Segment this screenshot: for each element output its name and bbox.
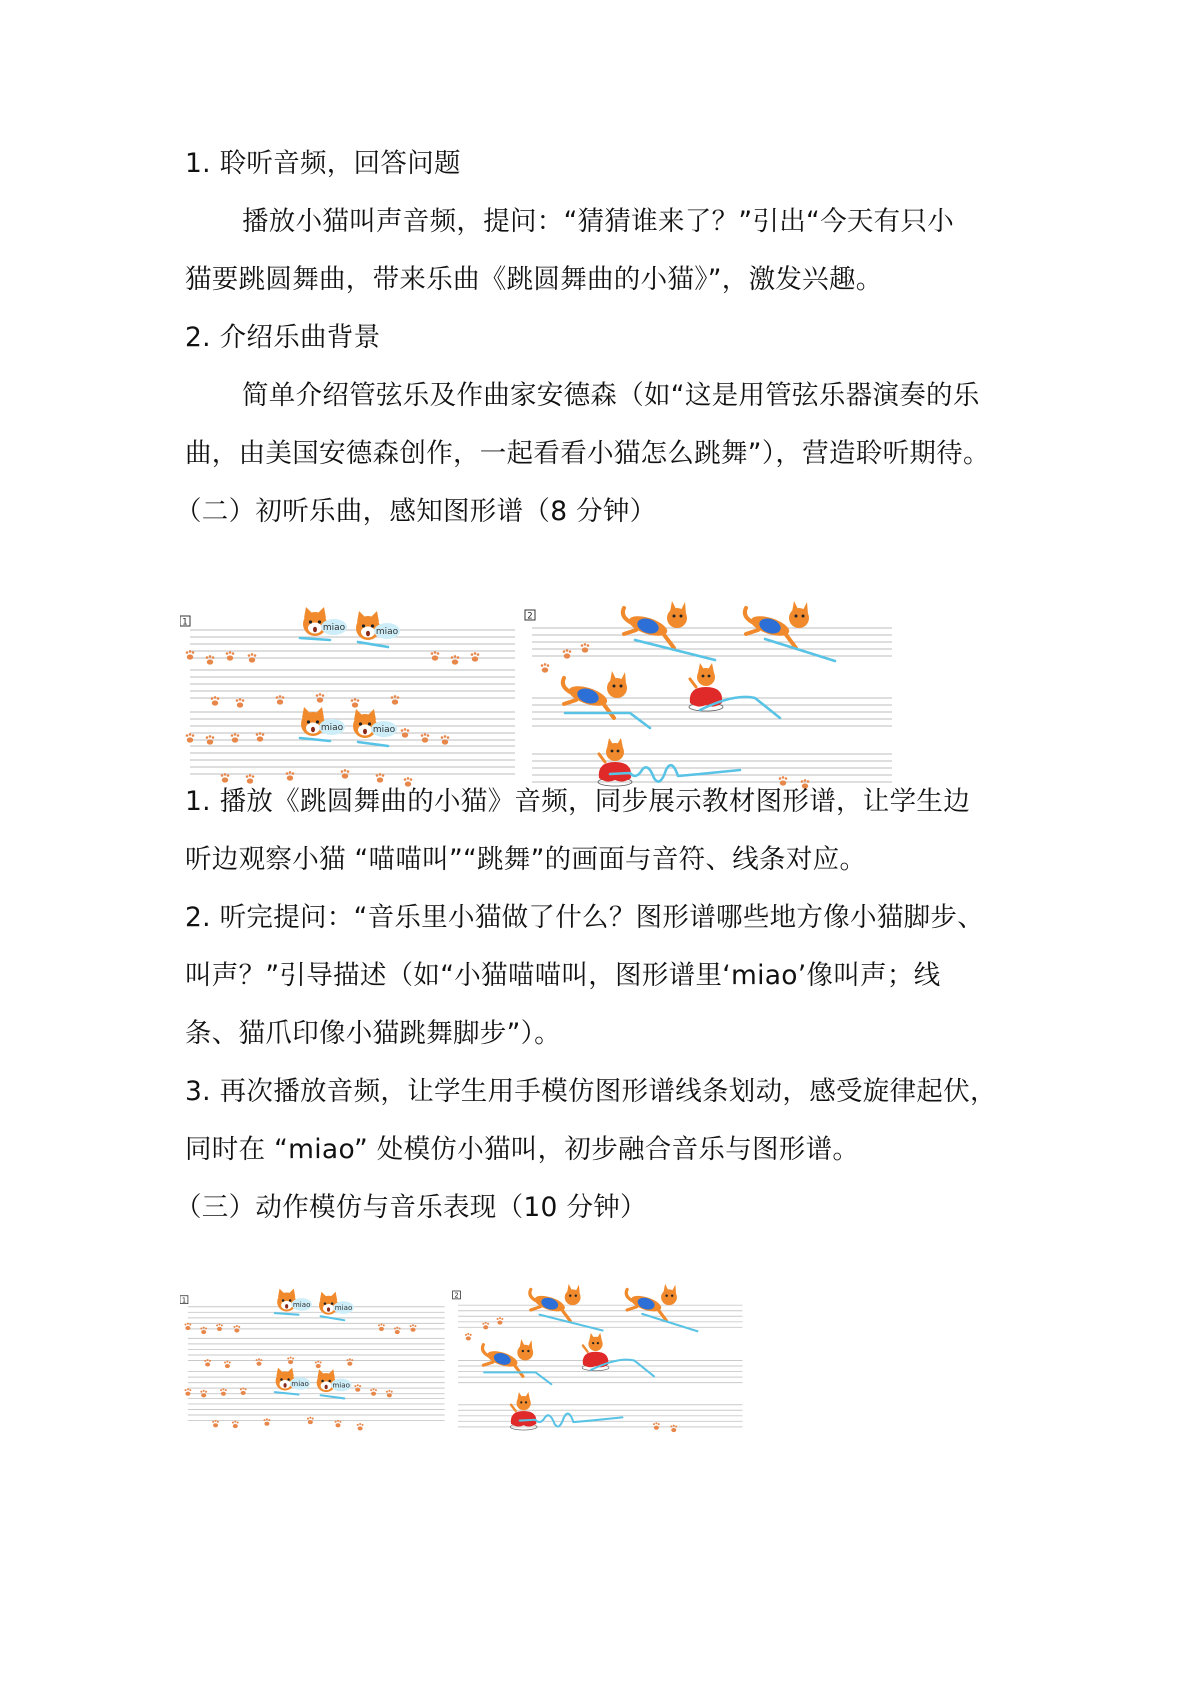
paw-print-icon: [410, 1324, 417, 1332]
melody-line: [539, 1315, 602, 1331]
cat-face-icon: [353, 709, 397, 738]
paw-print-icon: [451, 655, 460, 665]
paw-print-icon: [376, 773, 385, 783]
paw-print-icon: [185, 1388, 192, 1396]
paw-print-icon: [581, 643, 590, 653]
paragraph-line: 3. 再次播放音频，让学生用手模仿图形谱线条划动，感受旋律起伏，: [185, 1076, 997, 1107]
swimming-cat-icon: [623, 601, 687, 648]
paragraph-line: 播放小猫叫声音频，提问：“猜猜谁来了？”引出“今天有只小: [242, 206, 955, 237]
paw-print-icon: [357, 1423, 364, 1431]
paragraph-line: 曲，由美国安德森创作，一起看看小猫怎么跳舞”），营造聆听期待。: [185, 438, 990, 469]
heading-listen: 1. 聆听音频，回答问题: [185, 148, 461, 179]
paragraph-line: 叫声？”引导描述（如“小猫喵喵叫，图形谱里‘miao’像叫声；线: [185, 960, 941, 991]
paw-print-icon: [236, 698, 245, 708]
cat-face-icon: [317, 1369, 352, 1392]
paw-print-icon: [653, 1422, 660, 1430]
paw-print-icon: [394, 1327, 401, 1335]
score-group: [180, 1284, 742, 1432]
paw-print-icon: [497, 1317, 504, 1325]
swimming-cat-icon: [530, 1284, 581, 1321]
paw-print-icon: [264, 1418, 271, 1426]
paragraph-line: 猫要跳圆舞曲，带来乐曲《跳圆舞曲的小猫》”，激发兴趣。: [185, 264, 883, 295]
dancing-cat-icon: [510, 1392, 537, 1430]
swimming-cat-icon: [745, 601, 809, 648]
paw-print-icon: [216, 1323, 223, 1331]
paw-print-icon: [346, 1358, 353, 1366]
miao-label: miao: [334, 1302, 353, 1312]
miao-label: miao: [320, 723, 344, 733]
miao-label: miao: [372, 725, 396, 735]
paragraph-line: 同时在 “miao” 处模仿小猫叫，初步融合音乐与图形谱。: [185, 1134, 860, 1165]
score-panel-2: [525, 601, 892, 789]
cat-face-icon: [277, 1289, 312, 1312]
paw-print-icon: [220, 1388, 227, 1396]
paw-print-icon: [246, 774, 255, 784]
paw-print-icon: [378, 1323, 385, 1331]
cat-face-icon: [356, 611, 400, 640]
graphic-score-figure-2: [180, 1242, 900, 1512]
graphic-score: [180, 1242, 900, 1512]
paragraph-line: 简单介绍管弦乐及作曲家安德森（如“这是用管弦乐器演奏的乐: [242, 380, 980, 411]
cat-face-icon: [303, 607, 347, 636]
paw-print-icon: [391, 695, 400, 705]
paw-print-icon: [200, 1327, 207, 1335]
paw-print-icon: [256, 1358, 263, 1366]
paragraph-line: 1. 播放《跳圆舞曲的小猫》音频，同步展示教材图形谱，让学生边: [185, 786, 971, 817]
paw-print-icon: [206, 655, 215, 665]
dancing-cat-icon: [582, 1333, 609, 1371]
paw-print-icon: [204, 1359, 211, 1367]
graphic-score: [180, 548, 900, 818]
paw-print-icon: [226, 651, 235, 661]
miao-label: miao: [322, 623, 346, 633]
paw-print-icon: [221, 773, 230, 783]
score-panel-1: [180, 1289, 445, 1431]
swimming-cat-icon: [482, 1339, 533, 1376]
swimming-cat-icon: [563, 671, 627, 718]
paw-print-icon: [465, 1333, 472, 1341]
paw-print-icon: [224, 1361, 231, 1369]
panel-number: 2: [527, 611, 533, 622]
paw-print-icon: [431, 651, 440, 661]
section-heading-2: （二）初听乐曲，感知图形谱（8 分钟）: [175, 496, 657, 527]
miao-label: miao: [332, 1380, 350, 1390]
panel-number: 2: [454, 1291, 459, 1300]
paw-print-icon: [286, 771, 295, 781]
paw-print-icon: [541, 663, 550, 673]
paw-print-icon: [370, 1388, 377, 1396]
paw-print-icon: [351, 698, 360, 708]
paw-print-icon: [335, 1420, 342, 1428]
panel-number: 1: [181, 1296, 187, 1305]
swimming-cat-icon: [626, 1284, 677, 1321]
dancing-cat-icon: [689, 663, 723, 711]
score-group: [180, 601, 892, 789]
paw-print-icon: [315, 1361, 322, 1369]
paw-print-icon: [232, 1421, 239, 1429]
cat-face-icon: [276, 1368, 311, 1391]
paw-print-icon: [211, 696, 220, 706]
paw-print-icon: [482, 1322, 489, 1330]
paw-print-icon: [276, 695, 285, 705]
melody-line: [300, 638, 330, 640]
graphic-score-figure-1: [180, 548, 900, 818]
melody-line: [275, 1313, 299, 1315]
paw-print-icon: [563, 649, 572, 659]
panel-number: 1: [182, 617, 188, 628]
paw-print-icon: [212, 1420, 219, 1428]
score-panel-2: [453, 1284, 743, 1432]
miao-label: miao: [375, 627, 399, 637]
cat-face-icon: [301, 707, 345, 736]
miao-label: miao: [292, 1299, 311, 1309]
section-heading-3: （三）动作模仿与音乐表现（10 分钟）: [175, 1192, 647, 1223]
paw-print-icon: [231, 733, 240, 743]
paw-print-icon: [670, 1425, 677, 1433]
score-panel-1: [180, 607, 515, 787]
paw-print-icon: [471, 652, 480, 662]
cat-face-icon: [319, 1292, 354, 1315]
melody-line: [635, 640, 715, 660]
heading-background: 2. 介绍乐曲背景: [185, 322, 381, 353]
dancing-cat-icon: [598, 738, 632, 786]
paw-print-icon: [186, 733, 195, 743]
paragraph-line: 听边观察小猫 “喵喵叫”“跳舞”的画面与音符、线条对应。: [185, 844, 867, 875]
paragraph-line: 2. 听完提问：“音乐里小猫做了什么？图形谱哪些地方像小猫脚步、: [185, 902, 985, 933]
paragraph-line: 条、猫爪印像小猫跳舞脚步”）。: [185, 1018, 561, 1049]
paw-print-icon: [421, 733, 430, 743]
miao-label: miao: [291, 1378, 309, 1388]
